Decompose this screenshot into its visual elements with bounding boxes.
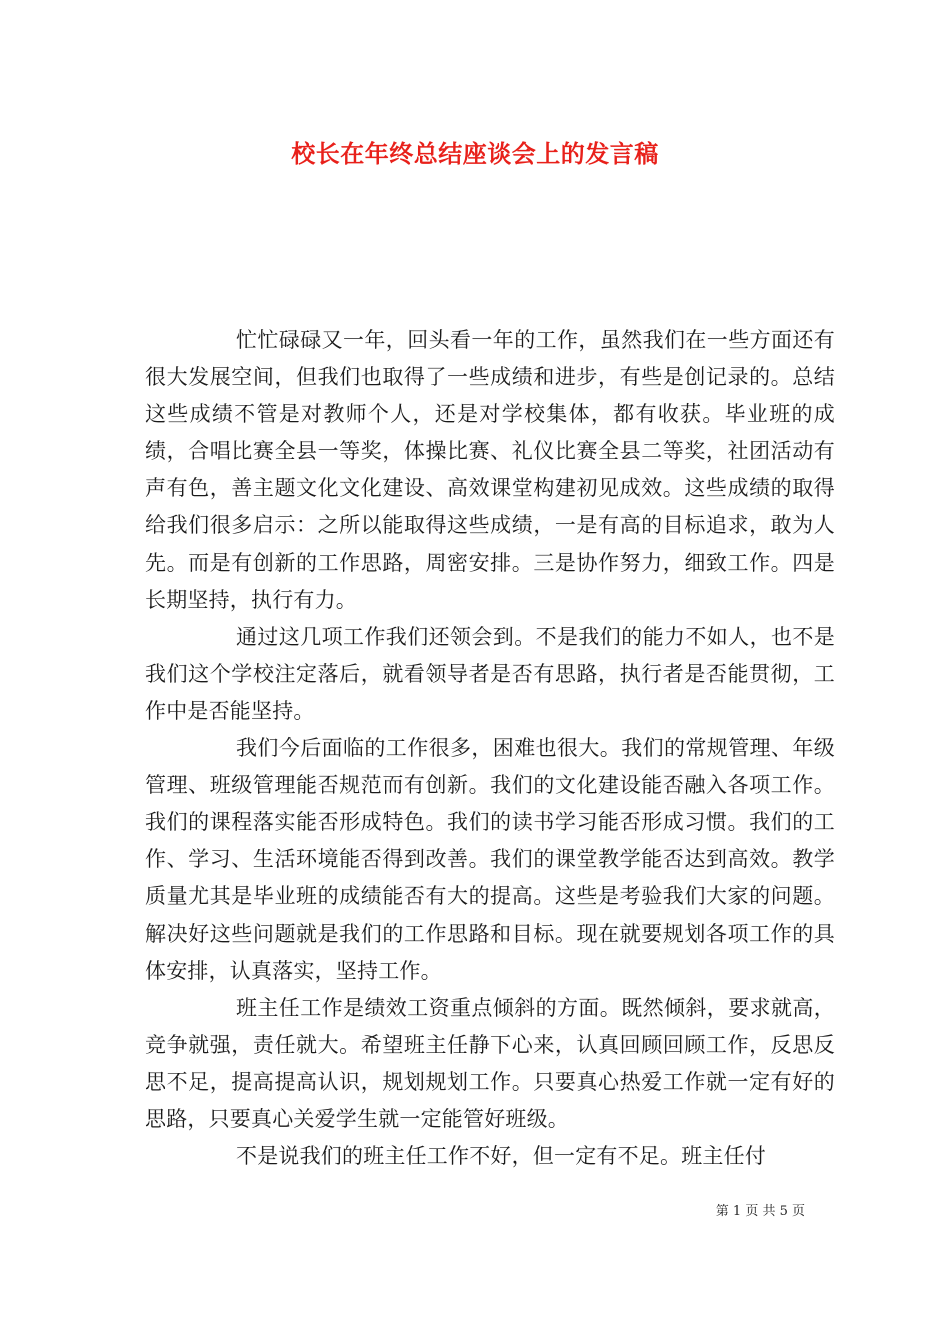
document-title: 校长在年终总结座谈会上的发言稿 [291,140,659,168]
paragraph-2: 通过这几项工作我们还领会到。不是我们的能力不如人，也不是我们这个学校注定落后，就看领导者是否有思路，执行者是否能贯彻，工作中是否能坚持。 [145,624,835,723]
paragraph-5: 不是说我们的班主任工作不好，但一定有不足。班主任付 [236,1144,766,1169]
paragraph-4: 班主任工作是绩效工资重点倾斜的方面。既然倾斜，要求就高，竞争就强，责任就大。希望班主任静下心来，认真回顾回顾工作，反思反思不足，提高提高认识，规划规划工作。只要真心热爱工作就一定有好的思路，只要真心关爱学生就一定能管好班级。 [145,995,835,1131]
paragraph-1: 忙忙碌碌又一年，回头看一年的工作，虽然我们在一些方面还有很大发展空间，但我们也取得了一些成绩和进步，有些是创记录的。总结这些成绩不管是对教师个人，还是对学校集体，都有收获。毕业班的成绩，合唱比赛全县一等奖，体操比赛、礼仪比赛全县二等奖，社团活动有声有色，善主题文化文化建设、高效课堂构建初见成效。这些成绩的取得给我们很多启示：之所以能取得这些成绩，一是有高的目标追求，敢为人先。而是有创新的工作思路，周密安排。三是协作努力，细致工作。四是长期坚持，执行有力。 [145,328,835,612]
paragraph-3: 我们今后面临的工作很多，困难也很大。我们的常规管理、年级管理、班级管理能否规范而有创新。我们的文化建设能否融入各项工作。我们的课程落实能否形成特色。我们的读书学习能否形成习惯。我们的工作、学习、生活环境能否得到改善。我们的课堂教学能否达到高效。教学质量尤其是毕业班的成绩能否有大的提高。这些是考验我们大家的问题。解决好这些问题就是我们的工作思路和目标。现在就要规划各项工作的具体安排，认真落实，坚持工作。 [145,736,835,983]
page-number-footer: 第 1 页 共 5 页 [715,1204,805,1219]
document-body [145,322,835,1175]
